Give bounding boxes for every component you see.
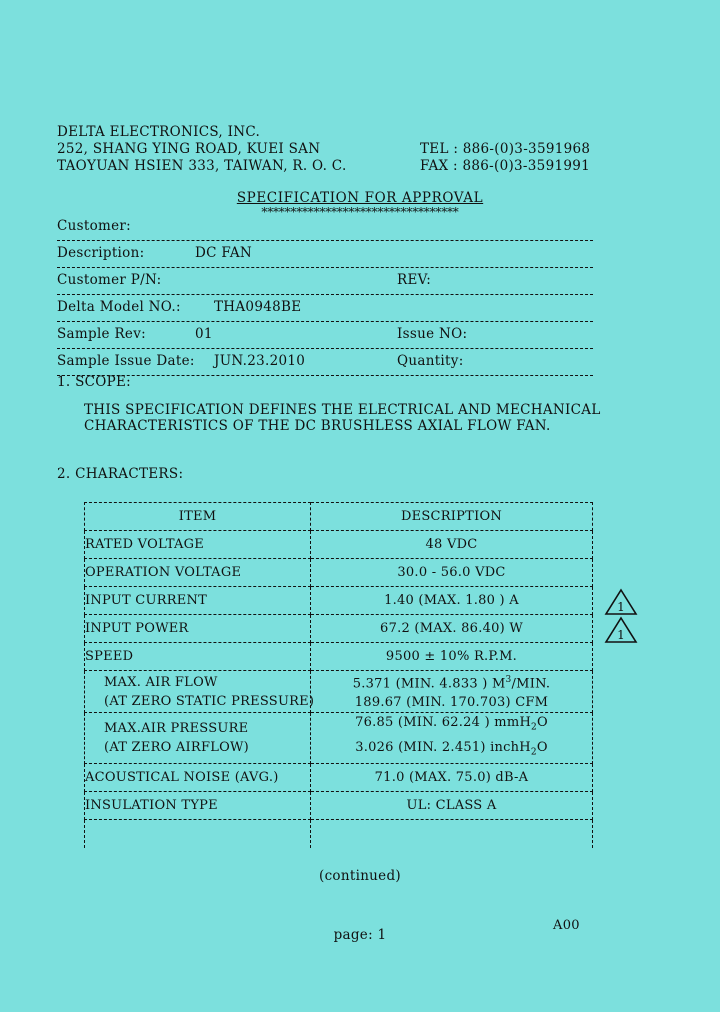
page-title: SPECIFICATION FOR APPROVAL: [236, 190, 484, 206]
svg-text:1: 1: [617, 600, 625, 614]
company-header: [57, 124, 617, 175]
value-rated-voltage: 48 VDC: [311, 531, 593, 559]
value-max-air-pressure: [311, 713, 593, 763]
customer-pn-label: Customer P/N:: [57, 272, 162, 288]
value-input-current: 1.40 (MAX. 1.80 ) A: [311, 587, 593, 615]
subscript-two: 2: [531, 722, 538, 733]
table-row: [85, 587, 593, 615]
value-input-power: 67.2 (MAX. 86.40) W: [311, 615, 593, 643]
company-name: DELTA ELECTRONICS, INC.: [57, 124, 261, 140]
table-row: [85, 671, 593, 713]
value-unit: /MIN.: [511, 676, 551, 692]
item-input-current: INPUT CURRENT: [85, 587, 311, 615]
svg-text:1: 1: [617, 628, 625, 642]
info-row-customer: [57, 214, 593, 241]
sample-rev-value: 01: [195, 326, 213, 342]
document-revision-code: A00: [553, 918, 580, 933]
scope-line-1: THIS SPECIFICATION DEFINES THE ELECTRICAL AND MECHANICAL: [84, 402, 601, 418]
table-row: [85, 531, 593, 559]
value-truncated: [311, 819, 593, 848]
item-line-2: (AT ZERO STATIC PRESSURE): [104, 693, 315, 709]
value-unit: O: [536, 739, 548, 755]
scope-heading: 1. SCOPE:: [57, 374, 132, 390]
value-unit: O: [537, 715, 548, 731]
item-line-1: MAX. AIR FLOW: [104, 674, 218, 690]
item-speed: SPEED: [85, 643, 311, 671]
page-number: page: 1: [333, 927, 387, 943]
info-row-customer-pn: [57, 268, 593, 295]
item-acoustical-noise: ACOUSTICAL NOISE (AVG.): [85, 763, 311, 791]
delta-model-label: Delta Model NO.:: [57, 299, 181, 315]
info-row-delta-model: [57, 295, 593, 322]
value-insulation-type: UL: CLASS A: [311, 791, 593, 819]
delta-model-value: THA0948BE: [214, 299, 302, 315]
company-address-line-2: [57, 158, 617, 175]
table-row: [85, 713, 593, 763]
warning-triangle-icon-input-power: [604, 615, 638, 645]
quantity-label: Quantity:: [397, 353, 464, 369]
table-row: [85, 643, 593, 671]
company-tel: TEL : 886-(0)3-3591968: [420, 141, 591, 157]
characteristics-table: [84, 502, 593, 848]
warning-triangle-icon-input-current: [604, 587, 638, 617]
value-max-air-flow: [311, 671, 593, 713]
customer-info-block: [57, 214, 593, 376]
company-address-line-1: [57, 141, 617, 158]
item-line-2: (AT ZERO AIRFLOW): [104, 739, 249, 755]
value-line-2: 189.67 (MIN. 170.703) CFM: [354, 695, 549, 711]
value-line-1: [311, 713, 592, 738]
table-row: [85, 615, 593, 643]
item-insulation-type: INSULATION TYPE: [85, 791, 311, 819]
company-fax: FAX : 886-(0)3-3591991: [420, 158, 591, 174]
sample-rev-label: Sample Rev:: [57, 326, 146, 342]
item-input-power: INPUT POWER: [85, 615, 311, 643]
column-header-description: DESCRIPTION: [311, 503, 593, 531]
value-line-1: [311, 671, 592, 693]
rev-label: REV:: [397, 272, 432, 288]
info-row-sample-rev: [57, 322, 593, 349]
item-max-air-pressure: [85, 713, 311, 763]
superscript-three: 3: [505, 675, 512, 685]
table-header-row: [85, 503, 593, 531]
sample-issue-date-label: Sample Issue Date:: [57, 353, 195, 369]
subscript-two: 2: [530, 747, 537, 758]
customer-label: Customer:: [57, 218, 131, 234]
description-label: Description:: [57, 245, 145, 261]
description-value: DC FAN: [195, 245, 252, 261]
table-row-truncated: [85, 819, 593, 848]
address-text: TAOYUAN HSIEN 333, TAIWAN, R. O. C.: [57, 158, 347, 174]
value-text: 76.85 (MIN. 62.24 ) mmH: [355, 715, 532, 731]
table-row: [85, 559, 593, 587]
info-row-description: [57, 241, 593, 268]
address-text: 252, SHANG YING ROAD, KUEI SAN: [57, 141, 321, 157]
table-row: [85, 763, 593, 791]
title-star-divider: **********************************: [261, 205, 459, 219]
value-text: 3.026 (MIN. 2.451) inchH: [355, 739, 531, 755]
scope-line-2: CHARACTERISTICS OF THE DC BRUSHLESS AXIAL FLOW FAN.: [84, 418, 551, 434]
value-line-2: [311, 738, 592, 763]
table-row: [85, 791, 593, 819]
characters-heading: 2. CHARACTERS:: [57, 466, 184, 482]
column-header-item: ITEM: [85, 503, 311, 531]
value-acoustical-noise: 71.0 (MAX. 75.0) dB-A: [311, 763, 593, 791]
document-title-block: [0, 190, 720, 217]
scope-body: [84, 402, 601, 434]
info-row-sample-issue-date: [57, 349, 593, 376]
issue-no-label: Issue NO:: [397, 326, 468, 342]
item-line-1: MAX.AIR PRESSURE: [104, 720, 249, 736]
continued-notice: (continued): [319, 868, 401, 884]
value-operation-voltage: 30.0 - 56.0 VDC: [311, 559, 593, 587]
value-speed: 9500 ± 10% R.P.M.: [311, 643, 593, 671]
value-text: 5.371 (MIN. 4.833 ) M: [352, 676, 506, 692]
item-max-air-flow: [85, 671, 315, 713]
item-operation-voltage: OPERATION VOLTAGE: [85, 559, 311, 587]
item-truncated: [85, 819, 311, 848]
sample-issue-date-value: JUN.23.2010: [214, 353, 306, 369]
item-rated-voltage: RATED VOLTAGE: [85, 531, 311, 559]
